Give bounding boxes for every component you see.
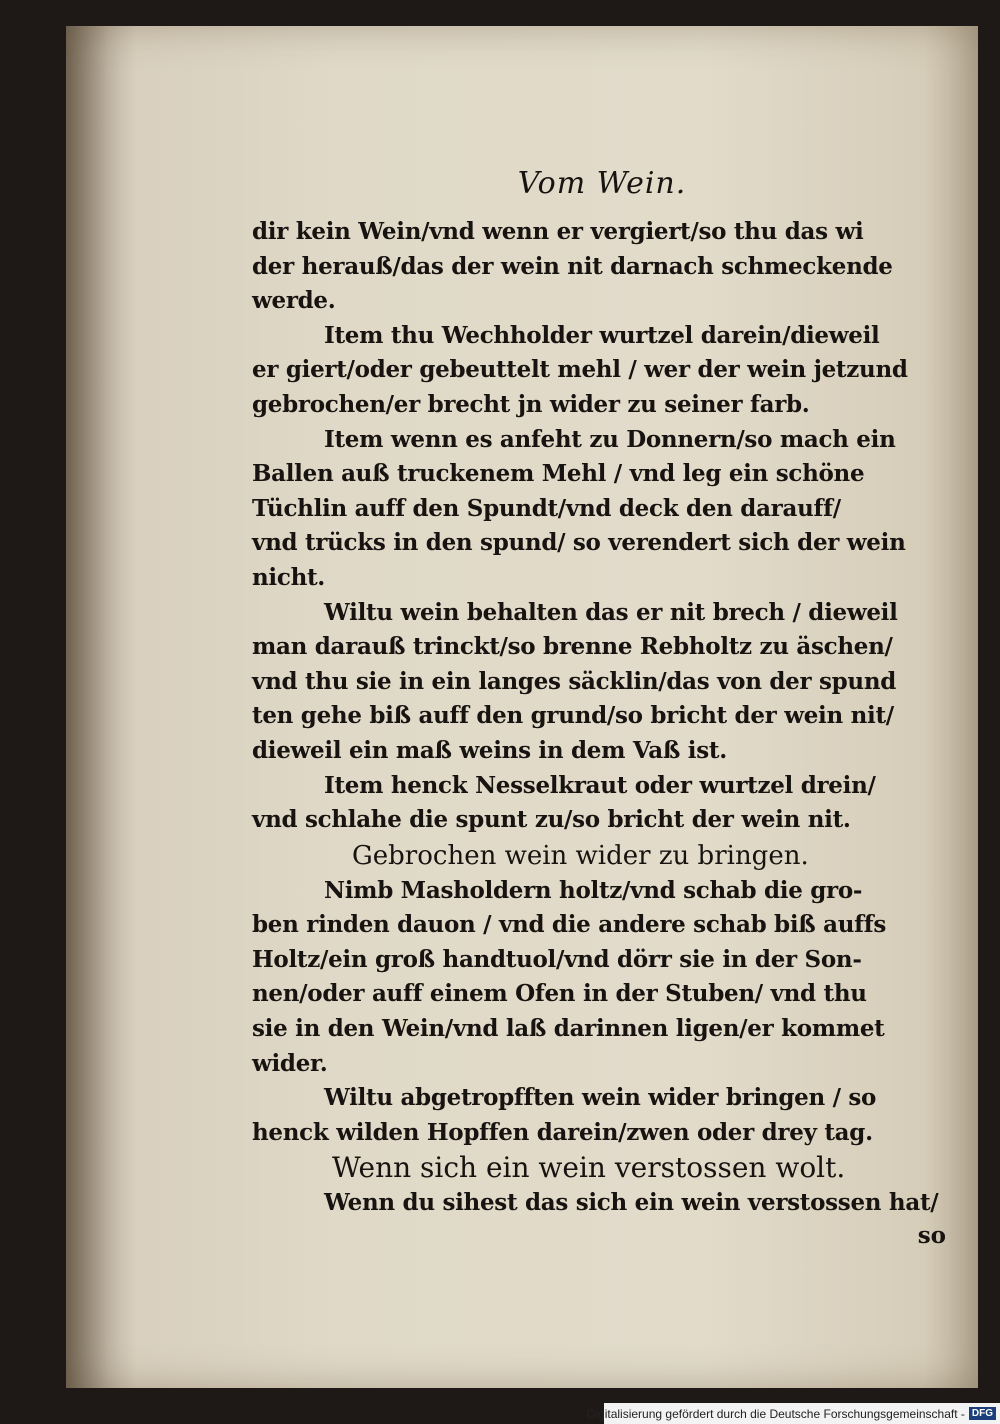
text-line: Tüchlin auff den Spundt/vnd deck den darauff/ [252,494,841,522]
text-line: vnd schlahe die spunt zu/so bricht der wein nit. [252,806,851,834]
text-line: nicht. [252,563,326,591]
text-line: Item wenn es anfeht zu Donnern/so mach ein [324,425,896,453]
book-page [66,26,978,1388]
text-line: ten gehe biß auff den grund/so bricht der wein nit/ [252,702,894,730]
text-line: Ballen auß truckenem Mehl / vnd leg ein schöne [252,460,865,488]
text-line: vnd thu sie in ein langes säcklin/das von der spund [252,667,897,695]
page-gutter-shadow [66,26,136,1388]
text-line: Wenn du sihest das sich ein wein verstossen hat/ [324,1189,939,1217]
text-line: vnd trücks in den spund/ so verendert sich der wein [252,529,906,557]
text-line: ben rinden dauon / vnd die andere schab biß auffs [252,911,887,939]
text-line: man darauß trinckt/so brenne Rebholtz zu äschen/ [252,633,893,661]
text-line: Nimb Masholdern holtz/vnd schab die gro- [324,876,863,904]
text-line: dir kein Wein/vnd wenn er vergiert/so thu das wi [252,218,864,245]
text-line: Holtz/ein groß handtuol/vnd dörr sie in der Son- [252,945,862,973]
section-heading: Wenn sich ein wein verstossen wolt. [332,1151,846,1185]
credit-text: Digitalisierung gefördert durch die Deutsche Forschungsgemeinschaft - [586,1406,965,1421]
text-line: der herauß/das der wein nit darnach schmeckende [252,252,893,280]
text-block [252,166,952,1251]
catchword: so [917,1222,946,1250]
running-head: Vom Wein. [517,166,687,201]
text-line: gebrochen/er brecht jn wider zu seiner farb. [252,390,810,418]
text-line: sie in den Wein/vnd laß darinnen ligen/er kommet [252,1015,885,1043]
text-line: henck wilden Hopffen darein/zwen oder drey tag. [252,1118,873,1146]
text-line: Wiltu abgetropfften wein wider bringen / so [324,1084,877,1112]
digitization-credit-bar [586,1403,1000,1424]
text-line: Item thu Wechholder wurtzel darein/dieweil [324,321,880,349]
text-line: wider. [252,1049,328,1077]
text-line: er giert/oder gebeuttelt mehl / wer der wein jetzund [252,356,908,384]
text-line: Wiltu wein behalten das er nit brech / dieweil [324,598,898,626]
section-heading: Gebrochen wein wider zu bringen. [352,840,809,871]
text-line: nen/oder auff einem Ofen in der Stuben/ vnd thu [252,980,867,1008]
text-line: dieweil ein maß weins in dem Vaß ist. [252,736,727,764]
dfg-logo-icon: DFG [969,1407,996,1420]
text-line: Item henck Nesselkraut oder wurtzel drein/ [324,771,876,799]
text-line: werde. [252,287,336,315]
